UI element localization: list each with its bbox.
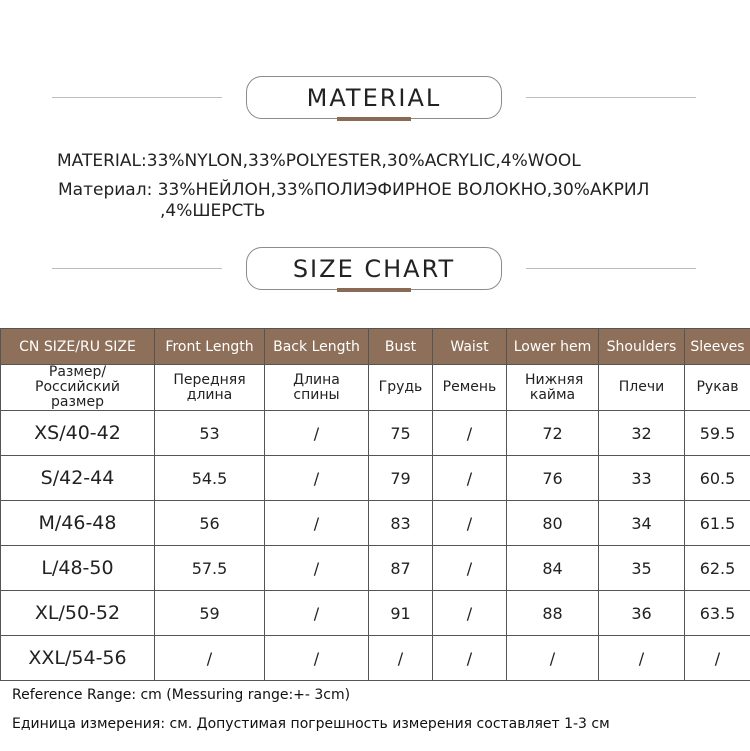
table-cell: 61.5	[685, 501, 750, 546]
table-cell: 83	[369, 501, 433, 546]
table-row	[1, 591, 750, 636]
material-ru-line2	[160, 201, 265, 221]
material-ru-value-cont: ,4%ШЕРСТЬ	[160, 201, 266, 221]
col-header-waist: Waist	[433, 329, 507, 365]
table-cell: 84	[507, 546, 599, 591]
table-cell: 87	[369, 546, 433, 591]
table-cell: /	[265, 546, 369, 591]
material-heading	[246, 76, 502, 119]
col-header-ru-lower-hem: Нижняя кайма	[507, 365, 599, 411]
header-row-en	[1, 329, 750, 365]
table-cell: 80	[507, 501, 599, 546]
material-ru-line	[58, 180, 649, 200]
table-cell: /	[433, 591, 507, 636]
table-cell: /	[369, 636, 433, 681]
header-row-ru	[1, 365, 750, 411]
table-cell: 59	[155, 591, 265, 636]
table-cell: /	[507, 636, 599, 681]
table-row	[1, 411, 750, 456]
material-divider-right	[526, 97, 696, 98]
table-cell: 56	[155, 501, 265, 546]
table-cell: /	[265, 411, 369, 456]
size-cell: XS/40-42	[1, 411, 155, 456]
table-cell: /	[265, 456, 369, 501]
table-cell: 59.5	[685, 411, 750, 456]
table-cell: 53	[155, 411, 265, 456]
size-divider-right	[526, 268, 696, 269]
table-cell: 33	[599, 456, 685, 501]
table-cell: /	[599, 636, 685, 681]
reference-range-ru: Единица измерения: см. Допустимая погрешность измерения составляет 1-3 см	[12, 716, 610, 732]
table-cell: /	[433, 546, 507, 591]
table-cell: 79	[369, 456, 433, 501]
table-cell: 76	[507, 456, 599, 501]
material-divider-left	[52, 97, 222, 98]
col-header-ru-waist: Ремень	[433, 365, 507, 411]
size-chart-heading-text: SIZE CHART	[292, 254, 456, 283]
col-header-ru-shoulders: Плечи	[599, 365, 685, 411]
table-cell: 91	[369, 591, 433, 636]
size-cell: L/48-50	[1, 546, 155, 591]
table-cell: /	[265, 591, 369, 636]
table-cell: /	[433, 411, 507, 456]
col-header-ru-bust: Грудь	[369, 365, 433, 411]
size-chart-table	[0, 328, 750, 681]
size-chart-heading	[246, 247, 502, 290]
col-header-back-length: Back Length	[265, 329, 369, 365]
col-header-ru-sleeves: Рукав	[685, 365, 750, 411]
table-cell: 57.5	[155, 546, 265, 591]
table-cell: /	[265, 501, 369, 546]
table-cell: 72	[507, 411, 599, 456]
table-cell: 60.5	[685, 456, 750, 501]
table-cell: 36	[599, 591, 685, 636]
table-row	[1, 546, 750, 591]
material-heading-accent	[337, 117, 411, 121]
material-en-value: 33%NYLON,33%POLYESTER,30%ACRYLIC,4%WOOL	[146, 151, 581, 171]
size-divider-left	[52, 268, 222, 269]
col-header-sleeves: Sleeves	[685, 329, 750, 365]
table-cell: /	[265, 636, 369, 681]
table-cell: 62.5	[685, 546, 750, 591]
table-cell: /	[155, 636, 265, 681]
material-en-label: MATERIAL:	[57, 151, 147, 171]
col-header-size: CN SIZE/RU SIZE	[1, 329, 155, 365]
material-en-line	[57, 151, 581, 171]
table-cell: /	[433, 456, 507, 501]
table-cell: 34	[599, 501, 685, 546]
table-row	[1, 456, 750, 501]
material-heading-text: MATERIAL	[306, 83, 442, 112]
table-row	[1, 636, 750, 681]
table-cell: /	[433, 636, 507, 681]
size-cell: XL/50-52	[1, 591, 155, 636]
size-cell: S/42-44	[1, 456, 155, 501]
col-header-front-length: Front Length	[155, 329, 265, 365]
col-header-ru-size: Размер/Российский размер	[1, 365, 155, 411]
table-row	[1, 501, 750, 546]
table-cell: 35	[599, 546, 685, 591]
table-cell: 54.5	[155, 456, 265, 501]
reference-range-en: Reference Range: cm (Messuring range:+- 3cm)	[12, 687, 351, 703]
col-header-bust: Bust	[369, 329, 433, 365]
table-cell: /	[685, 636, 750, 681]
table-cell: 63.5	[685, 591, 750, 636]
table-cell: /	[433, 501, 507, 546]
size-cell: M/46-48	[1, 501, 155, 546]
col-header-lower-hem: Lower hem	[507, 329, 599, 365]
size-chart-heading-accent	[337, 288, 411, 292]
material-ru-value: 33%НЕЙЛОН,33%ПОЛИЭФИРНОЕ ВОЛОКНО,30%АКРИЛ	[157, 180, 650, 200]
table-cell: 32	[599, 411, 685, 456]
material-ru-label: Материал:	[58, 180, 153, 200]
col-header-ru-back-length: Длина спины	[265, 365, 369, 411]
col-header-ru-front-length: Передняя длина	[155, 365, 265, 411]
size-cell: XXL/54-56	[1, 636, 155, 681]
table-cell: 75	[369, 411, 433, 456]
table-cell: 88	[507, 591, 599, 636]
col-header-shoulders: Shoulders	[599, 329, 685, 365]
